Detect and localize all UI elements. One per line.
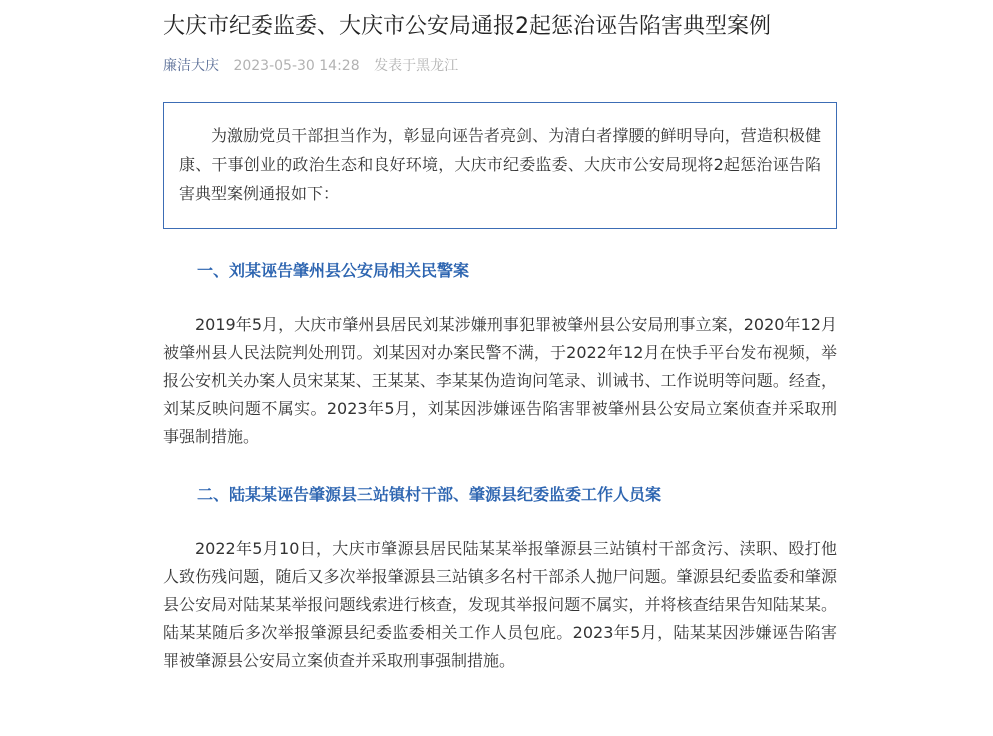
publish-location: 发表于黑龙江 [374,58,459,74]
intro-box [163,102,837,229]
article-title: 大庆市纪委监委、大庆市公安局通报2起惩治诬告陷害典型案例 [163,14,771,39]
article [163,0,837,675]
intro-paragraph: 为激励党员干部担当作为，彰显向诬告者亮剑、为清白者撑腰的鲜明导向，营造积极健康、干事创业的政治生态和良好环境，大庆市纪委监委、大庆市公安局现将2起惩治诬告陷害典型案例通报如下： [179,126,821,203]
source-account-link[interactable]: 廉洁大庆 [163,58,219,74]
section-body-1: 2019年5月，大庆市肇州县居民刘某涉嫌刑事犯罪被肇州县公安局刑事立案，2020年12月被肇州县人民法院判处刑罚。刘某因对办案民警不满，于2022年12月在快手平台发布视频，举报公安机关办案人员宋某某、王某某、李某某伪造询问笔录、训诫书、工作说明等问题。经查，刘某反映问题不属实。2023年5月，刘某因涉嫌诬告陷害罪被肇州县公安局立案侦查并采取刑事强制措施。 [163,315,837,446]
section-body-2: 2022年5月10日，大庆市肇源县居民陆某某举报肇源县三站镇村干部贪污、渎职、殴打他人致伤残问题，随后又多次举报肇源县三站镇多名村干部杀人抛尸问题。肇源县纪委监委和肇源县公安局对陆某某举报问题线索进行核查，发现其举报问题不属实，并将核查结果告知陆某某。陆某某随后多次举报肇源县纪委监委相关工作人员包庇。2023年5月，陆某某因涉嫌诬告陷害罪被肇源县公安局立案侦查并采取刑事强制措施。 [163,539,837,670]
section-heading-1: 一、刘某诬告肇州县公安局相关民警案 [197,261,470,280]
section-heading-2: 二、陆某某诬告肇源县三站镇村干部、肇源县纪委监委工作人员案 [197,485,662,504]
publish-date: 2023-05-30 14:28 [233,58,360,74]
article-meta [163,56,837,76]
